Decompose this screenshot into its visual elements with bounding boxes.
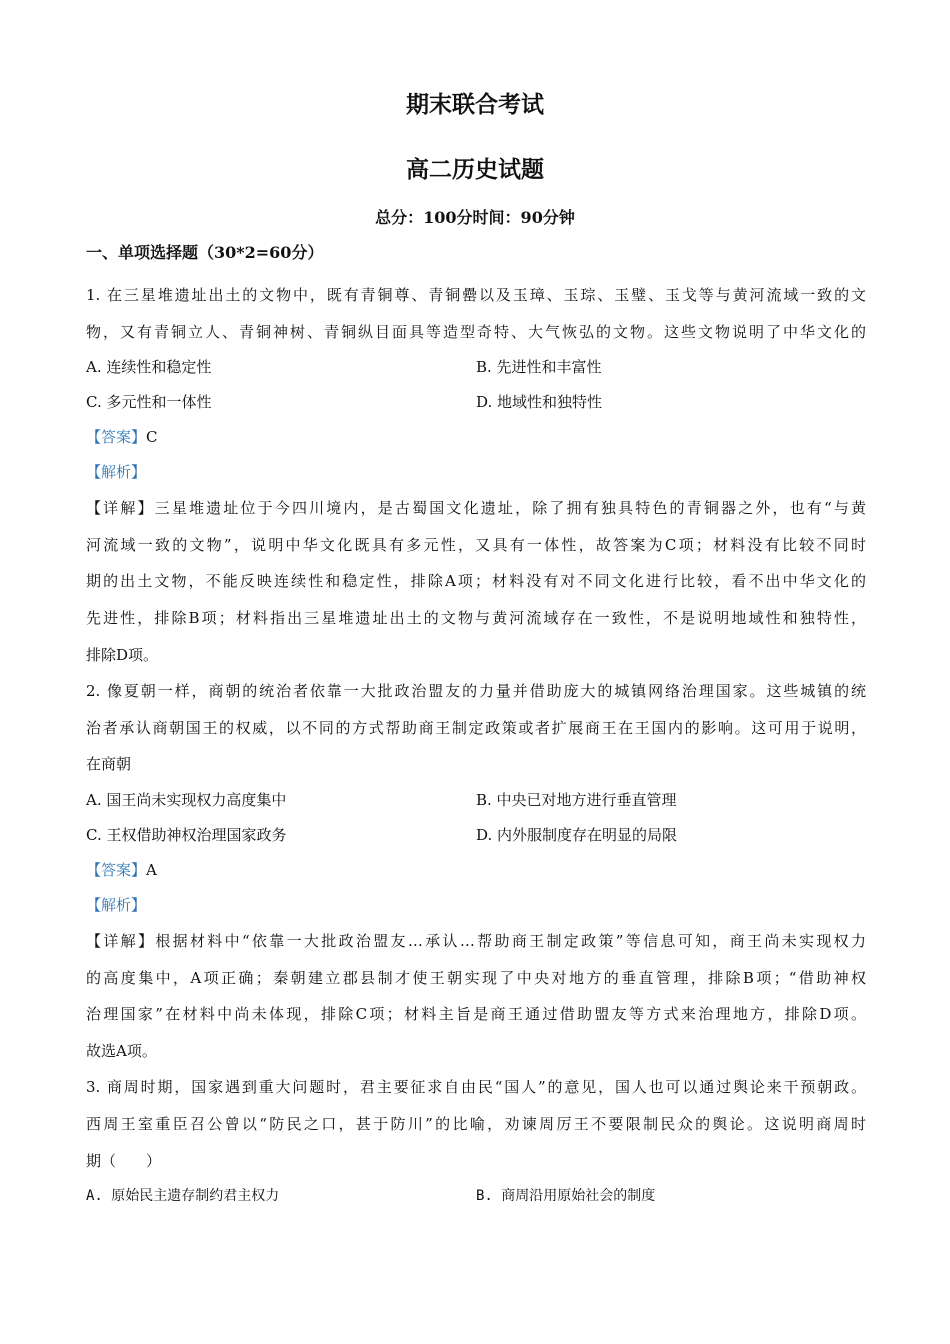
answer-tag: 【答案】 [86, 860, 147, 879]
q1-detail-line-1 [86, 490, 866, 527]
exam-title: 期末联合考试 [406, 91, 544, 118]
q1-option-row-1 [86, 350, 866, 385]
q1-stem-line-1: 1. 在三星堆遗址出土的文物中，既有青铜尊、青铜罍以及玉璋、玉琮、玉璧、玉戈等与黄河流域一致的文 [86, 286, 866, 304]
q2-option-a: A. 国王尚未实现权力高度集中 [86, 790, 287, 809]
q3-option-row-1 [86, 1179, 866, 1214]
q1-detail-line-5: 排除D项。 [86, 645, 159, 664]
answer-value: A [146, 860, 157, 879]
q2-stem-line-3: 在商朝 [86, 755, 132, 774]
q2-detail-line-2: 的高度集中，A项正确；秦朝建立郡县制才使王朝实现了中央对地方的垂直管理，排除B项；“借助神权 [86, 968, 866, 987]
q3-stem-line-3: 期（ ） [86, 1151, 162, 1170]
q1-answer [86, 420, 866, 455]
q1-detail-line-2: 河流域一致的文物”，说明中华文化既具有多元性，又具有一体性，故答案为C项；材料没有比较不同时 [86, 535, 866, 554]
q1-detail-line-3: 期的出土文物，不能反映连续性和稳定性，排除A项；材料没有对不同文化进行比较，看不出中华文化的 [86, 572, 866, 591]
q1-option-d: D. 地域性和独特性 [476, 393, 603, 412]
q2-analysis [86, 888, 866, 923]
q2-option-d: D. 内外服制度存在明显的局限 [476, 825, 678, 844]
q2-detail-line-1 [86, 923, 866, 960]
analysis-tag: 【解析】 [86, 895, 147, 914]
q1-option-c: C. 多元性和一体性 [86, 393, 212, 412]
q2-option-c: C. 王权借助神权治理国家政务 [86, 825, 287, 844]
exam-meta: 总分：100分时间：90分钟 [375, 208, 575, 227]
detail-tag: 【详解】 [86, 499, 155, 518]
q1-option-b: B. 先进性和丰富性 [476, 358, 602, 377]
q1-analysis [86, 455, 866, 490]
analysis-tag: 【解析】 [86, 463, 147, 482]
q3-option-a: A. 原始民主遗存制约君主权力 [86, 1188, 280, 1205]
q1-detail-line-4: 先进性，排除B项；材料指出三星堆遗址出土的文物与黄河流域存在一致性，不是说明地域性和独特性， [86, 608, 866, 627]
exam-subtitle: 高二历史试题 [406, 156, 544, 183]
q2-option-row-1 [86, 783, 866, 818]
q2-stem-line-1: 2. 像夏朝一样，商朝的统治者依靠一大批政治盟友的力量并借助庞大的城镇网络治理国家。这些城镇的统 [86, 682, 866, 701]
question-content [86, 277, 866, 1214]
detail-tag: 【详解】 [86, 931, 156, 950]
q3-stem-line-1: 3. 商周时期，国家遇到重大问题时，君主要征求自由民“国人”的意见，国人也可以通过舆论来干预朝政。 [86, 1078, 866, 1097]
q2-detail-line-3: 治理国家”在材料中尚未体现，排除C项；材料主旨是商王通过借助盟友等方式来治理地方，排除D项。 [86, 1005, 866, 1024]
q1-stem-line-2: 物，又有青铜立人、青铜神树、青铜纵目面具等造型奇特、大气恢弘的文物。这些文物说明了中华文化的 [86, 322, 866, 341]
q1-option-a: A. 连续性和稳定性 [86, 358, 212, 377]
answer-value: C [146, 428, 158, 447]
answer-tag: 【答案】 [86, 428, 147, 447]
q2-option-row-2 [86, 818, 866, 853]
q2-answer [86, 853, 866, 888]
q3-stem-line-2: 西周王室重臣召公曾以“防民之口，甚于防川”的比喻，劝谏周厉王不要限制民众的舆论。这说明商周时 [86, 1114, 866, 1133]
q2-detail-line-4: 故选A项。 [86, 1041, 157, 1060]
q1-option-row-2 [86, 385, 866, 420]
detail-text: 根据材料中“依靠一大批政治盟友…承认…帮助商王制定政策”等信息可知，商王尚未实现权力 [155, 931, 866, 950]
detail-text: 三星堆遗址位于今四川境内，是古蜀国文化遗址，除了拥有独具特色的青铜器之外，也有“与黄 [154, 499, 866, 518]
section-heading: 一、单项选择题（30*2=60分） [86, 243, 324, 262]
q2-option-b: B. 中央已对地方进行垂直管理 [476, 790, 677, 809]
q3-option-b: B. 商周沿用原始社会的制度 [476, 1188, 656, 1205]
q2-stem-line-2: 治者承认商朝国王的权威，以不同的方式帮助商王制定政策或者扩展商王在王国内的影响。这可用于说明， [86, 718, 866, 737]
